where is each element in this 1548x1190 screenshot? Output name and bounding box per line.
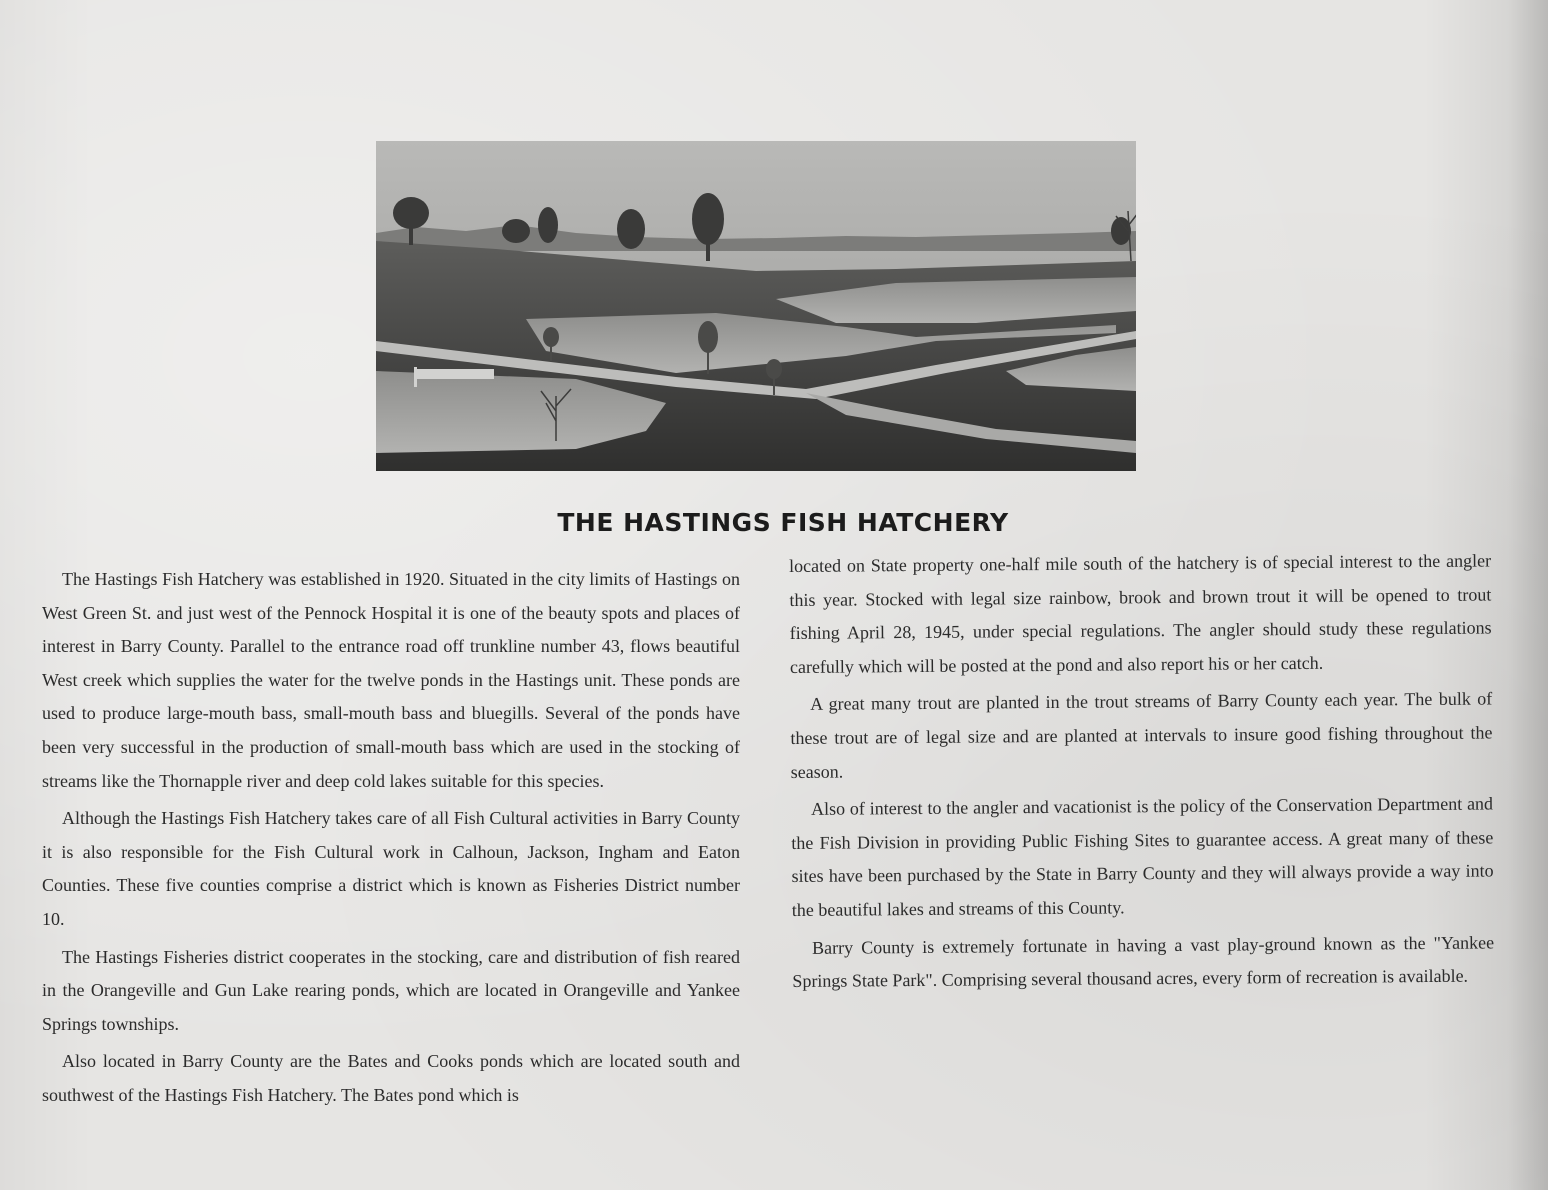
- paragraph-continuation: located on State property one-half mile south of the hatchery is of special interest to the angler this year. Stocked with legal size rainbow, brook and brown trout it will be opened to trout fishing April 28, 1945, under special regulations. The angler should study these regulations carefully which will be posted at the pond and also report his or her catch.: [789, 550, 1492, 677]
- paragraph: Although the Hastings Fish Hatchery takes care of all Fish Cultural activities in Barry County it is also responsible for the Fish Cultural work in Calhoun, Jackson, Ingham and Eaton Counties. These five counties comprise a district which is known as Fisheries District number 10.: [42, 808, 740, 929]
- page-title: THE HASTINGS FISH HATCHERY: [557, 508, 1009, 537]
- hatchery-ponds-photo: [376, 141, 1136, 471]
- hatchery-ponds-photo-icon: [376, 141, 1136, 471]
- page-edge-shadow: [1508, 0, 1548, 1190]
- paragraph: Also located in Barry County are the Bates and Cooks ponds which are located south and southwest of the Hastings Fish Hatchery. The Bates pond which is: [42, 1051, 740, 1105]
- paragraph: A great many trout are planted in the trout streams of Barry County each year. The bulk of these trout are of legal size and are planted at intervals to insure good fishing throughout the season.: [790, 688, 1493, 782]
- left-column: [42, 563, 740, 1117]
- paragraph: Barry County is extremely fortunate in having a vast play-ground known as the "Yankee Springs State Park". Comprising several thousand acres, every form of recreation is available.: [792, 932, 1495, 992]
- right-column: [789, 544, 1495, 1002]
- paragraph: The Hastings Fisheries district cooperates in the stocking, care and distribution of fish reared in the Orangeville and Gun Lake rearing ponds, which are located in Orangeville and Yankee Springs townships.: [42, 946, 740, 1034]
- paragraph: The Hastings Fish Hatchery was established in 1920. Situated in the city limits of Hastings on West Green St. and just west of the Pennock Hospital it is one of the beauty spots and places of interest in Barry County. Parallel to the entrance road off trunkline number 43, flows beautiful West creek which supplies the water for the twelve ponds in the Hastings unit. These ponds are used to produce large-mouth bass, small-mouth bass and bluegills. Several of the ponds have been very successful in the production of small-mouth bass which are used in the stocking of streams like the Thornapple river and deep cold lakes suitable for this species.: [42, 569, 740, 791]
- paragraph: Also of interest to the angler and vacationist is the policy of the Conservation Department and the Fish Division in providing Public Fishing Sites to guarantee access. A great many of these sites have been purchased by the State in Barry County and they will always provide a way into the beautiful lakes and streams of this County.: [791, 793, 1494, 920]
